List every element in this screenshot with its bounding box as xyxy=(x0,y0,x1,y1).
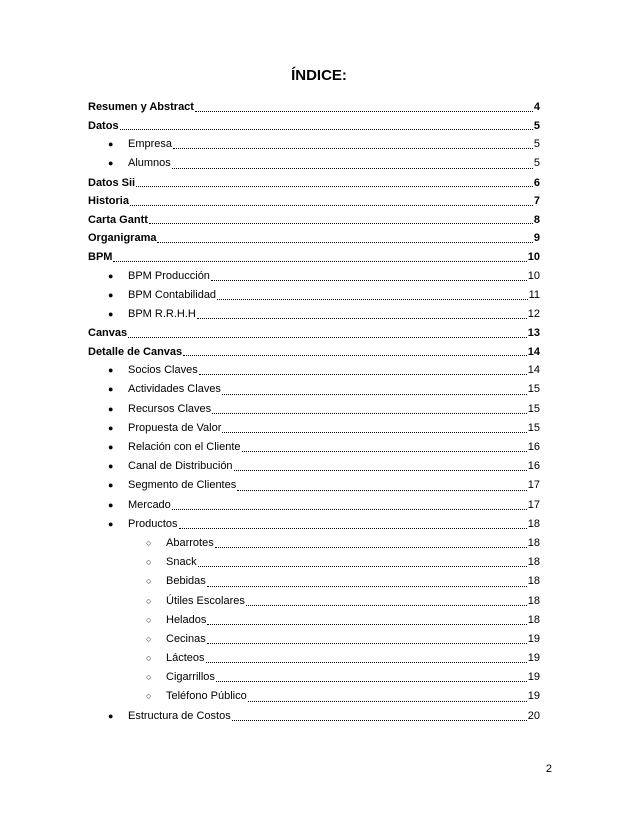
dot-leader xyxy=(173,147,533,149)
toc-entry[interactable] xyxy=(88,438,540,457)
toc-entry-label: Historia xyxy=(88,195,129,208)
toc-entry-label: Socios Claves xyxy=(128,364,198,377)
toc-entry-label: Organigrama xyxy=(88,232,157,245)
toc-entry-page: 5 xyxy=(533,138,540,151)
toc-entry[interactable] xyxy=(88,649,540,668)
toc-entry[interactable] xyxy=(88,174,540,193)
bullet-circle-icon: ○ xyxy=(146,537,152,548)
toc-entry-label: Cigarrillos xyxy=(166,671,215,684)
toc-entry-page: 18 xyxy=(527,536,540,549)
toc-entry-page: 11 xyxy=(528,288,540,301)
toc-title: ÍNDICE: xyxy=(291,67,347,84)
toc-entry-label: BPM R.R.H.H xyxy=(128,307,196,320)
dot-leader xyxy=(246,604,527,606)
toc-entry-page: 5 xyxy=(533,119,540,132)
bullet-dot-icon: ● xyxy=(108,384,114,395)
dot-leader xyxy=(215,546,527,548)
toc-entry[interactable] xyxy=(88,248,540,267)
toc-entry[interactable] xyxy=(88,668,540,687)
toc-entry-label: Productos xyxy=(128,517,178,530)
toc-entry-label: Recursos Claves xyxy=(128,402,212,415)
dot-leader xyxy=(172,167,533,169)
dot-leader xyxy=(197,317,527,319)
toc-entry-page: 10 xyxy=(527,269,540,282)
toc-entry[interactable] xyxy=(88,154,540,173)
toc-entry-page: 14 xyxy=(527,345,540,358)
dot-leader xyxy=(242,450,527,452)
toc-entry-label: Canvas xyxy=(88,327,128,340)
bullet-dot-icon: ● xyxy=(108,270,114,281)
dot-leader xyxy=(207,623,526,625)
toc-entry-page: 17 xyxy=(527,479,540,492)
bullet-dot-icon: ● xyxy=(108,365,114,376)
toc-entry-page: 18 xyxy=(527,556,540,569)
dot-leader xyxy=(172,508,527,510)
bullet-dot-icon: ● xyxy=(108,289,114,300)
dot-leader xyxy=(216,680,527,682)
toc-entry[interactable] xyxy=(88,553,540,572)
toc-entry-label: Empresa xyxy=(128,138,173,151)
toc-entry-label: Actividades Claves xyxy=(128,383,221,396)
bullet-dot-icon: ● xyxy=(108,499,114,510)
dot-leader xyxy=(248,700,527,702)
page-number: 2 xyxy=(545,763,552,775)
toc-entry[interactable] xyxy=(88,229,540,248)
toc-entry-label: Lácteos xyxy=(166,652,205,665)
toc-entry-page: 16 xyxy=(527,441,540,454)
toc-entry-page: 18 xyxy=(527,575,540,588)
dot-leader xyxy=(179,527,527,529)
toc-entry-label: Resumen y Abstract xyxy=(88,101,194,113)
toc-entry-label: Alumnos xyxy=(128,157,171,170)
bullet-circle-icon: ○ xyxy=(146,691,152,702)
bullet-dot-icon: ● xyxy=(108,518,114,529)
toc-entry-page: 19 xyxy=(527,671,540,684)
dot-leader xyxy=(211,279,527,281)
toc-entry-label: Canal de Distribución xyxy=(128,460,233,473)
toc-entry-label: BPM Contabilidad xyxy=(128,288,217,301)
bullet-circle-icon: ○ xyxy=(146,633,152,644)
toc-entry-label: Carta Gantt xyxy=(88,213,148,226)
toc-entry[interactable] xyxy=(88,687,540,706)
toc-entry-label: Estructura de Costos xyxy=(128,709,231,722)
toc-entry[interactable] xyxy=(88,135,540,154)
toc-entry-page: 19 xyxy=(527,632,540,645)
dot-leader xyxy=(222,431,526,433)
toc-entry-page: 12 xyxy=(527,307,540,320)
toc-entry-page: 19 xyxy=(527,652,540,665)
bullet-circle-icon: ○ xyxy=(146,653,152,664)
toc-entry-page: 5 xyxy=(533,157,540,170)
dot-leader xyxy=(128,336,527,338)
toc-entry[interactable] xyxy=(88,457,540,476)
dot-leader xyxy=(234,469,527,471)
bullet-dot-icon: ● xyxy=(108,461,114,472)
toc-entry[interactable] xyxy=(88,476,540,495)
toc-entry[interactable] xyxy=(88,211,540,230)
toc-entry-page: 15 xyxy=(527,383,540,396)
dot-leader xyxy=(120,128,533,130)
toc-entry[interactable] xyxy=(88,630,540,649)
dot-leader xyxy=(149,222,533,224)
toc-entry[interactable] xyxy=(88,572,540,591)
bullet-circle-icon: ○ xyxy=(146,672,152,683)
toc-entry-page: 18 xyxy=(527,594,540,607)
toc-entry[interactable] xyxy=(88,343,540,362)
toc-entry-page: 18 xyxy=(527,613,540,626)
toc-entry[interactable] xyxy=(88,419,540,438)
toc-entry-page: 15 xyxy=(527,402,540,415)
toc-entry-page: 4 xyxy=(533,101,540,113)
toc-entry[interactable] xyxy=(88,286,540,305)
toc-entry[interactable] xyxy=(88,400,540,419)
toc-entry[interactable] xyxy=(88,534,540,553)
toc-entry[interactable] xyxy=(88,98,540,117)
dot-leader xyxy=(207,642,527,644)
toc-entry[interactable] xyxy=(88,611,540,630)
toc-entry[interactable] xyxy=(88,361,540,380)
toc-entry-label: Teléfono Público xyxy=(166,690,247,703)
toc-entry-label: Cecinas xyxy=(166,632,206,645)
dot-leader xyxy=(199,373,527,375)
dot-leader xyxy=(198,565,527,567)
toc-entry-label: BPM Producción xyxy=(128,269,210,282)
toc-entry-label: Snack xyxy=(166,556,197,569)
toc-entry-page: 17 xyxy=(527,498,540,511)
dot-leader xyxy=(237,489,527,491)
dot-leader xyxy=(136,185,533,187)
toc-entry-page: 14 xyxy=(527,364,540,377)
dot-leader xyxy=(183,354,527,356)
toc-entry-page: 13 xyxy=(527,327,540,340)
toc-entry-label: Helados xyxy=(166,613,207,626)
toc-entry-page: 16 xyxy=(527,460,540,473)
toc-entry-label: Mercado xyxy=(128,498,171,511)
toc-entry[interactable] xyxy=(88,496,540,515)
toc-entry-label: Datos xyxy=(88,119,119,132)
toc-entry-page: 7 xyxy=(533,195,540,208)
toc-entry-label: Datos Sii xyxy=(88,176,136,189)
toc-entry-label: Útiles Escolares xyxy=(166,594,245,607)
bullet-dot-icon: ● xyxy=(108,403,114,414)
dot-leader xyxy=(207,585,527,587)
toc-entry[interactable] xyxy=(88,117,540,136)
toc-entry-page: 19 xyxy=(527,690,540,703)
bullet-dot-icon: ● xyxy=(108,480,114,491)
toc-entry[interactable] xyxy=(88,267,540,286)
toc-entry-page: 8 xyxy=(533,213,540,226)
toc-entry-page: 10 xyxy=(527,250,540,263)
table-of-contents xyxy=(88,98,540,726)
bullet-circle-icon: ○ xyxy=(146,576,152,587)
dot-leader xyxy=(212,412,527,414)
dot-leader xyxy=(130,204,533,206)
dot-leader xyxy=(113,260,526,262)
dot-leader xyxy=(217,298,528,300)
bullet-dot-icon: ● xyxy=(108,308,114,319)
toc-entry[interactable] xyxy=(88,707,540,726)
toc-entry-page: 6 xyxy=(533,176,540,189)
toc-entry[interactable] xyxy=(88,515,540,534)
toc-entry-label: Relación con el Cliente xyxy=(128,441,241,454)
toc-entry-page: 9 xyxy=(533,232,540,245)
toc-entry[interactable] xyxy=(88,192,540,211)
bullet-dot-icon: ● xyxy=(108,158,114,169)
toc-entry-label: Segmento de Clientes xyxy=(128,479,237,492)
toc-entry-label: Abarrotes xyxy=(166,536,214,549)
toc-entry-page: 20 xyxy=(527,709,540,722)
toc-entry-label: Bebidas xyxy=(166,575,206,588)
bullet-circle-icon: ○ xyxy=(146,595,152,606)
bullet-dot-icon: ● xyxy=(108,422,114,433)
dot-leader xyxy=(195,110,533,112)
toc-entry[interactable] xyxy=(88,592,540,611)
bullet-dot-icon: ● xyxy=(108,710,114,721)
bullet-dot-icon: ● xyxy=(108,442,114,453)
bullet-circle-icon: ○ xyxy=(146,614,152,625)
toc-entry-label: BPM xyxy=(88,250,113,263)
dot-leader xyxy=(222,393,527,395)
dot-leader xyxy=(206,661,527,663)
toc-entry-label: Propuesta de Valor xyxy=(128,421,222,434)
bullet-circle-icon: ○ xyxy=(146,557,152,568)
dot-leader xyxy=(232,719,527,721)
toc-entry[interactable] xyxy=(88,324,540,343)
toc-entry[interactable] xyxy=(88,305,540,324)
toc-entry-label: Detalle de Canvas xyxy=(88,345,183,358)
toc-entry[interactable] xyxy=(88,380,540,399)
toc-entry-page: 15 xyxy=(527,421,540,434)
bullet-dot-icon: ● xyxy=(108,139,114,150)
toc-entry-page: 18 xyxy=(527,517,540,530)
dot-leader xyxy=(157,241,532,243)
